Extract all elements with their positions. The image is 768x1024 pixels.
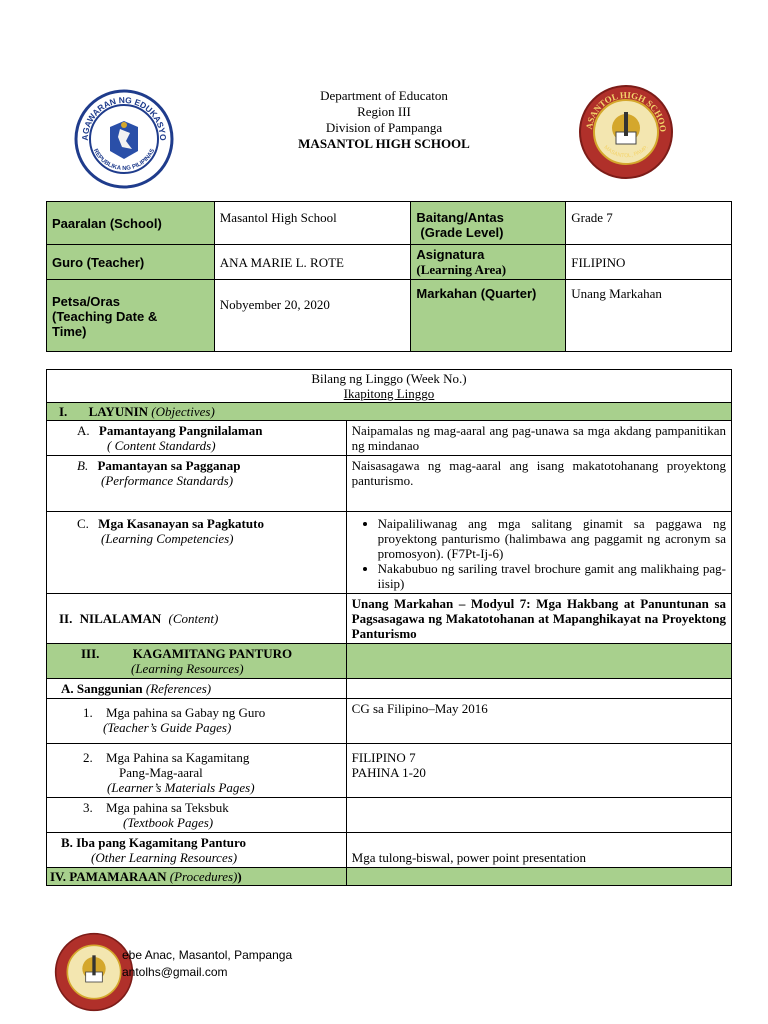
section-resources-label xyxy=(47,644,347,679)
references-title: A. Sanggunian xyxy=(61,681,143,696)
footer-address: ebe Anac, Masantol, Pampanga xyxy=(122,948,293,962)
info-table xyxy=(46,201,732,352)
footer-contact xyxy=(122,947,292,981)
other-resources-value: Mga tulong-biswal, power point presentation xyxy=(346,833,731,868)
header-department: Department of Educaton xyxy=(320,88,448,103)
date-value: Nobyember 20, 2020 xyxy=(214,280,411,352)
section-objectives-num: I. xyxy=(59,404,68,419)
learning-competencies-label xyxy=(47,512,347,594)
date-label xyxy=(47,280,215,352)
section-resources-sub: (Learning Resources) xyxy=(131,661,244,676)
area-label-line1: Asignatura xyxy=(416,247,485,262)
teachers-guide-label xyxy=(47,699,347,744)
teacher-value: ANA MARIE L. ROTE xyxy=(214,245,411,280)
performance-standards-sub: (Performance Standards) xyxy=(101,473,234,488)
section-resources-title: KAGAMITANG PANTURO xyxy=(132,646,293,661)
learners-materials-value-line2: PAHINA 1-20 xyxy=(351,765,426,780)
section-objectives-sub: (Objectives) xyxy=(151,404,215,419)
area-label-line2: (Learning Area) xyxy=(416,262,507,277)
competency-item: • Naipaliliwanag ang mga salitang ginamit sa paggawa ng proyektong panturismo (halimbawa ang paggamit ng acronym sa promosyon). (F7Pt-Ij-6) xyxy=(378,516,726,561)
week-value: Ikapitong Linggo xyxy=(343,386,435,401)
textbook-value xyxy=(346,798,731,833)
header-school: MASANTOL HIGH SCHOOL xyxy=(298,136,470,151)
other-resources-label xyxy=(47,833,347,868)
section-resources-value xyxy=(346,644,731,679)
performance-standards-letter: B. xyxy=(77,458,89,473)
date-label-line2: (Teaching Date & xyxy=(52,309,158,324)
section-content-value: Unang Markahan – Modyul 7: Mga Hakbang at Panuntunan sa Pagsasagawa ng Makatotohanan at Mapanghikayat na Proyektong Panturismo xyxy=(346,594,731,644)
area-value: FILIPINO xyxy=(566,245,732,280)
quarter-value: Unang Markahan xyxy=(566,280,732,352)
references-label xyxy=(47,679,347,699)
learners-materials-value xyxy=(346,744,731,798)
learners-materials-num: 2. xyxy=(83,750,93,765)
section-content-sub: (Content) xyxy=(168,611,219,626)
learners-materials-label xyxy=(47,744,347,798)
grade-label xyxy=(411,202,566,245)
school-seal-text: ASANTOL HIGH SCHOO xyxy=(584,89,669,133)
footer-email[interactable]: antolhs@gmail.com xyxy=(122,965,228,979)
learners-materials-title-line2: Pang-Mag-aaral xyxy=(119,765,203,780)
school-seal-bottom-text: MASANTOL, PAMP. xyxy=(602,144,650,160)
header-division: Division of Pampanga xyxy=(325,120,443,135)
section-objectives-title: LAYUNIN xyxy=(88,404,149,419)
section-content-label xyxy=(47,594,347,644)
area-label xyxy=(411,245,566,280)
learning-competencies-letter: C. xyxy=(77,516,89,531)
learning-competencies-sub: (Learning Competencies) xyxy=(101,531,234,546)
school-seal xyxy=(578,84,674,180)
section-procedures-title: IV. PAMAMARAAN xyxy=(50,869,167,884)
lesson-plan-table xyxy=(46,369,732,886)
grade-value: Grade 7 xyxy=(566,202,732,245)
learners-materials-title: Mga Pahina sa Kagamitang xyxy=(106,750,250,765)
performance-standards-value: Naisasagawa ng mag-aaral ang isang makatotohanang proyektong panturismo. xyxy=(346,456,731,512)
textbook-num: 3. xyxy=(83,800,93,815)
references-value xyxy=(346,679,731,699)
other-resources-title: B. Iba pang Kagamitang Panturo xyxy=(61,835,247,850)
teachers-guide-value: CG sa Filipino–May 2016 xyxy=(346,699,731,744)
learners-materials-sub: (Learner’s Materials Pages) xyxy=(107,780,255,795)
deped-seal-top-text: AGAWARAN NG EDUKASYO xyxy=(79,94,169,141)
content-standards-letter: A. xyxy=(77,423,90,438)
performance-standards-title: Pamantayan sa Pagganap xyxy=(97,458,241,473)
performance-standards-label xyxy=(47,456,347,512)
textbook-title: Mga pahina sa Teksbuk xyxy=(106,800,229,815)
week-cell xyxy=(47,370,732,403)
date-label-line1: Petsa/Oras xyxy=(52,294,120,309)
section-objectives xyxy=(47,403,732,421)
week-label: Bilang ng Linggo (Week No.) xyxy=(311,371,467,386)
textbook-sub: (Textbook Pages) xyxy=(123,815,214,830)
section-content-num: II. xyxy=(59,611,73,626)
references-sub: (References) xyxy=(145,681,212,696)
deped-seal-bottom-text: REPUBLIKA NG PILIPINAS xyxy=(91,148,157,172)
school-value: Masantol High School xyxy=(214,202,411,245)
content-standards-title: Pamantayang Pangnilalaman xyxy=(98,423,263,438)
teachers-guide-num: 1. xyxy=(83,705,93,720)
teachers-guide-title: Mga pahina sa Gabay ng Guro xyxy=(106,705,266,720)
content-standards-sub: ( Content Standards) xyxy=(107,438,216,453)
date-label-line3: Time) xyxy=(52,324,87,339)
grade-label-line1: Baitang/Antas xyxy=(416,210,504,225)
quarter-label: Markahan (Quarter) xyxy=(411,280,566,352)
competency-item: • Nakabubuo ng sariling travel brochure gamit ang malikhaing pag-iisip) xyxy=(378,561,726,591)
header-region: Region III xyxy=(357,104,411,119)
textbook-label xyxy=(47,798,347,833)
other-resources-sub: (Other Learning Resources) xyxy=(91,850,238,865)
content-standards-label xyxy=(47,421,347,456)
section-procedures-value xyxy=(346,868,731,886)
content-standards-value: Naipamalas ng mag-aaral ang pag-unawa sa mga akdang pampanitikan ng mindanao xyxy=(346,421,731,456)
section-content-title: NILALAMAN xyxy=(79,611,162,626)
grade-label-line2: (Grade Level) xyxy=(420,225,504,240)
learning-competencies-value xyxy=(346,512,731,594)
section-procedures-sub: (Procedures) xyxy=(169,869,238,884)
teacher-label: Guro (Teacher) xyxy=(47,245,215,280)
teachers-guide-sub: (Teacher’s Guide Pages) xyxy=(103,720,232,735)
learning-competencies-title: Mga Kasanayan sa Pagkatuto xyxy=(98,516,264,531)
learners-materials-value-line1: FILIPINO 7 xyxy=(351,750,416,765)
school-label: Paaralan (School) xyxy=(47,202,215,245)
section-procedures-label: IV. PAMAMARAAN (Procedures)) xyxy=(47,868,347,886)
section-resources-num: III. xyxy=(81,646,100,661)
